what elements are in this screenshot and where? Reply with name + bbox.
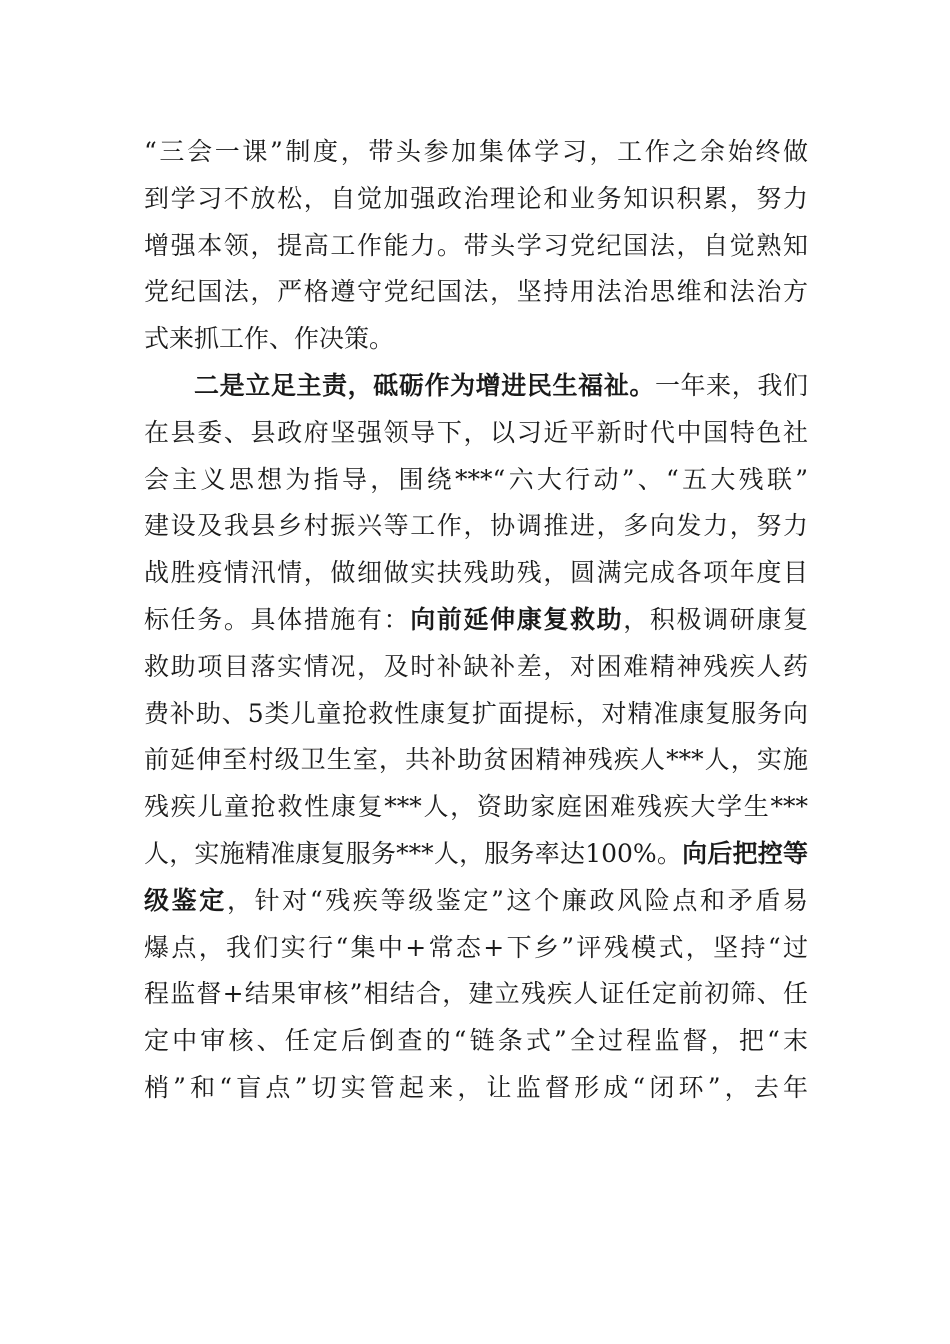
text-line <box>144 597 808 644</box>
text-line: 救助项目落实情况，及时补缺补差，对困难精神残疾人药 <box>144 651 808 681</box>
text-line: 梢”和“盲点”切实管起来，让监督形成“闭环”，去年 <box>144 1072 808 1102</box>
text-line: 定中审核、任定后倒查的“链条式”全过程监督，把“末 <box>144 1026 808 1056</box>
text-run: ，针对“残疾等级鉴定”这个廉政风险点和矛盾易 <box>226 885 808 915</box>
text-line: 残疾儿童抢救性康复***人，资助家庭困难残疾大学生*** <box>144 792 808 822</box>
text-run: ，积极调研康复 <box>623 604 808 634</box>
text-line: 爆点，我们实行“集中+常态+下乡”评残模式，坚持“过 <box>144 932 808 962</box>
text-line: 前延伸至村级卫生室，共补助贫困精神残疾人***人，实施 <box>144 745 808 775</box>
text-line: “三会一课”制度，带头参加集体学习，工作之余始终做 <box>144 137 808 166</box>
text-line: 到学习不放松，自觉加强政治理论和业务知识积累，努力 <box>144 183 808 213</box>
text-run: 一年来，我们 <box>654 371 808 400</box>
subheading-grade-assessment-cont: 级鉴定 <box>144 885 227 915</box>
paragraph-study-system <box>144 129 808 363</box>
text-line: 增强本领，提高工作能力。带头学习党纪国法，自觉熟知 <box>144 230 808 260</box>
subheading-rehab-aid: 向前延伸康复救助 <box>410 604 624 634</box>
text-line: 党纪国法，严格遵守党纪国法，坚持用法治思维和法治方 <box>144 277 808 307</box>
text-line <box>144 831 808 878</box>
text-line <box>144 363 808 410</box>
text-line: 费补助、5类儿童抢救性康复扩面提标，对精准康复服务向 <box>144 698 808 728</box>
text-line: 战胜疫情汛情，做细做实扶残助残，圆满完成各项年度目 <box>144 558 808 588</box>
section-heading: 二是立足主责，砥砺作为增进民生福祉。 <box>194 371 655 400</box>
text-run: 人，实施精准康复服务***人，服务率达100%。 <box>144 838 683 868</box>
text-line: 会主义思想为指导，围绕***“六大行动”、“五大残联” <box>144 464 808 494</box>
text-line: 在县委、县政府坚强领导下，以习近平新时代中国特色社 <box>144 417 808 447</box>
text-line: 建设及我县乡村振兴等工作，协调推进，多向发力，努力 <box>144 511 808 541</box>
text-line <box>144 878 808 925</box>
subheading-grade-assessment: 向后把控等 <box>682 838 808 868</box>
paragraph-main-responsibility <box>144 363 808 1112</box>
text-run: 标任务。具体措施有： <box>144 604 411 634</box>
text-line: 式来抓工作、作决策。 <box>144 324 395 354</box>
text-line: 程监督+结果审核”相结合，建立残疾人证任定前初筛、任 <box>144 979 808 1009</box>
